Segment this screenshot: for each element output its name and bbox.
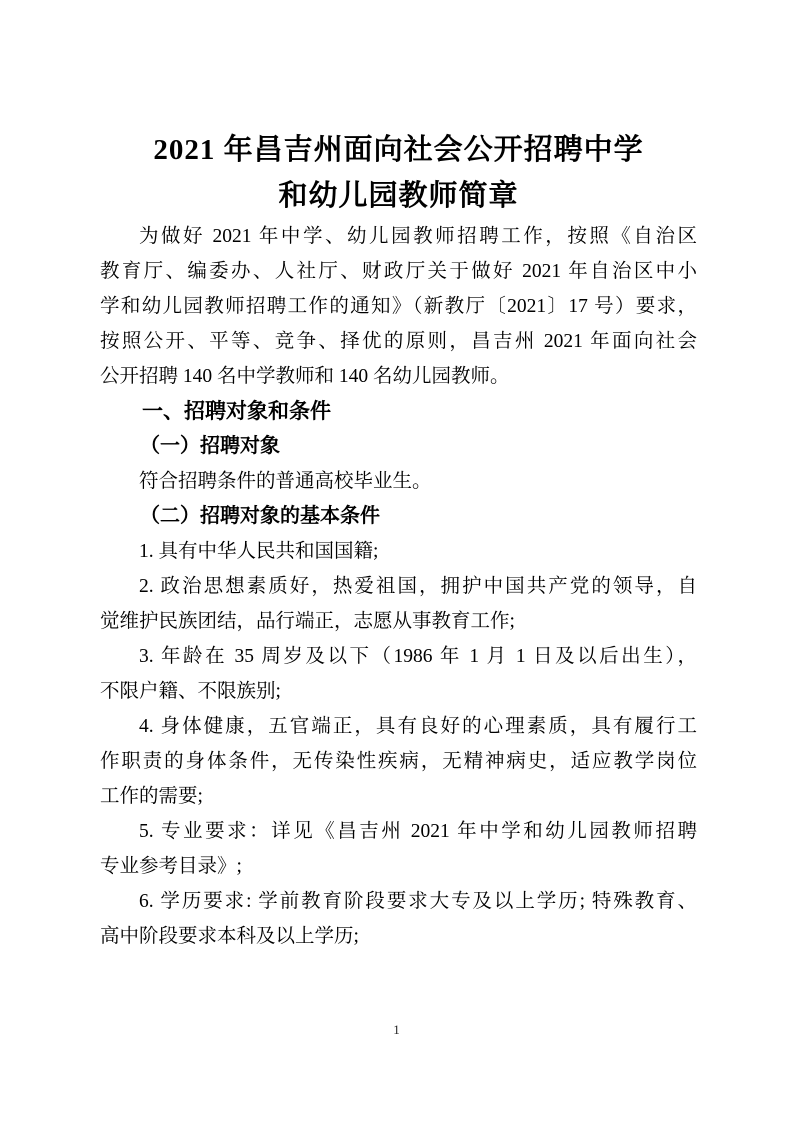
document-title-line-1: 2021 年昌吉州面向社会公开招聘中学 <box>153 134 644 166</box>
paragraph-line: 公开招聘 140 名中学教师和 140 名幼儿园教师。 <box>100 366 510 387</box>
list-item-line: 作职责的身体条件，无传染性疾病，无精神病史，适应教学岗位 <box>100 751 697 772</box>
paragraph-line: 学和幼儿园教师招聘工作的通知》（新教厅〔2021〕17 号）要求， <box>100 296 697 317</box>
list-item-line: 觉维护民族团结，品行端正，志愿从事教育工作; <box>100 611 515 632</box>
paragraph-line: 符合招聘条件的普通高校毕业生。 <box>139 471 432 492</box>
paragraph-line: 教育厅、编委办、人社厅、财政厅关于做好 2021 年自治区中小 <box>100 261 697 282</box>
list-item-line: 3. 年龄在 35 周岁及以下（1986 年 1 月 1 日及以后出生）， <box>139 646 697 667</box>
paragraph-line: 按照公开、平等、竞争、择优的原则，昌吉州 2021 年面向社会 <box>100 331 697 352</box>
list-item-line: 1. 具有中华人民共和国国籍; <box>139 541 379 562</box>
subsection-heading: （一）招聘对象 <box>140 435 280 457</box>
list-item-line: 5. 专业要求：详见《昌吉州 2021 年中学和幼儿园教师招聘 <box>139 821 697 842</box>
list-item-line: 2. 政治思想素质好，热爱祖国，拥护中国共产党的领导，自 <box>139 576 697 597</box>
list-item-line: 不限户籍、不限族别; <box>100 681 281 702</box>
list-item-line: 专业参考目录》; <box>100 856 242 877</box>
list-item-line: 高中阶段要求本科及以上学历; <box>100 926 359 947</box>
document-content <box>100 0 697 954</box>
list-item-line: 工作的需要; <box>100 786 203 807</box>
paragraph-line: 为做好 2021 年中学、幼儿园教师招聘工作，按照《自治区 <box>139 226 697 247</box>
list-item-line: 6. 学历要求: 学前教育阶段要求大专及以上学历; 特殊教育、 <box>139 891 697 912</box>
subsection-heading: （二）招聘对象的基本条件 <box>140 505 380 527</box>
section-heading: 一、招聘对象和条件 <box>142 400 331 423</box>
document-title-line-2: 和幼儿园教师简章 <box>278 180 519 212</box>
document-title <box>100 127 697 219</box>
list-item-line: 4. 身体健康，五官端正，具有良好的心理素质，具有履行工 <box>139 716 697 737</box>
page-number: 1 <box>393 1022 400 1037</box>
